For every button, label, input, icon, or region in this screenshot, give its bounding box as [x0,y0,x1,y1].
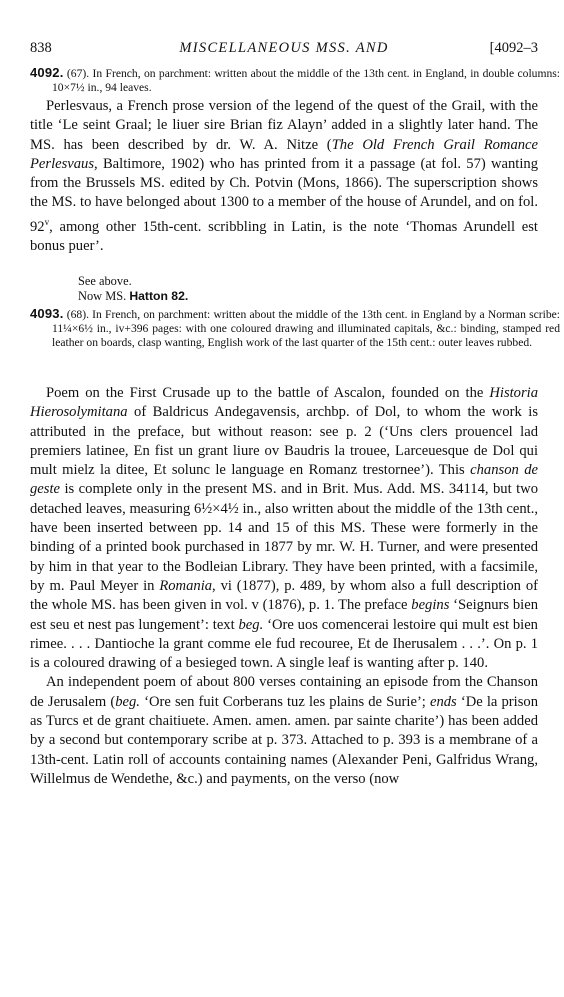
entry-number: 4092. [30,65,64,80]
italic-keyword: beg. [115,693,140,710]
current-shelfmark [78,289,564,304]
text-run: An independent poem of about 800 verses containing an episode from the Chanson de Jerusalem ( [30,674,538,710]
entry-4092-notes [30,274,564,303]
text-run: Now MS. [78,288,127,303]
text-run: ‘Ore sen fuit Corberans tuz les plains de Surie’; [139,693,430,710]
shelfmark-range: [4092–3 [489,40,538,56]
text-run: of Baldricus Andegavensis, archbp. of Dol, to whom the work is attributed in the preface, but without reason: see p. 2 (‘Uns clers prouencel lad premiers latinee, En fist un grant liure ov Baudris la trouee, Larceuesque de Dol qui mult mielz la ditee, Et solunc le language en Romanz trestornee’). This [30,404,538,479]
cited-title: Historia Hierosolymitana [30,385,538,421]
italic-keyword: begins [411,597,450,614]
cited-title: Romania [159,577,213,594]
paragraph [30,384,538,673]
text-run: Perlesvaus, a French prose version of the legend of the quest of the Grail, with the title ‘Le seint Graal; le liuer sire Brian fiz Alayn’ added in a slightly later hand. The MS. has been described by dr. W. A. Nitze ( [30,98,538,153]
text-run: , among other 15th-cent. scribbling in Latin, is the note ‘Thomas Arundell est bonus puer’. [30,218,538,254]
running-header [30,40,538,60]
entry-description: (68). In French, on parchment: written about the middle of the 13th cent. in England by a Norman scribe: 11¼×6½ in., iv+396 pages: with one coloured drawing and illuminated capitals, &c.: binding, stamped red leather on boards, clasp wanting, English work of the last quarter of the 15th cent.: outer leaves rubbed. [52,308,560,349]
cited-title: chanson de geste [30,462,538,498]
see-above-note: See above. [78,274,132,288]
entry-description: (67). In French, on parchment: written about the middle of the 13th cent. in England, in double columns: 10×7½ in., 94 leaves. [52,67,561,94]
entry-number: 4093. [30,306,64,321]
text-run: ‘Seignurs bien est seu et nest pas lungement’: text [30,597,538,633]
entry-4092-heading [30,66,560,95]
text-run: Poem on the First Crusade up to the battle of Ascalon, founded on the [46,385,490,401]
text-run: ‘De la prison as Turcs et de grant chaitiuete. Amen. amen. amen. par sainte charite’) has been added by a second but contemporary scribe at p. 373. Attached to p. 393 is a membrane of a 13th-cent. Latin roll of accounts containing names (Alexander Peni, Galfridus Wrang, Willelmus de Wendethe, &c.) and payments, on the verso (now [30,693,538,787]
running-title: MISCELLANEOUS MSS. AND [179,40,389,56]
paragraph [30,97,538,256]
cited-title: The Old French Grail Romance Perlesvaus [30,136,538,172]
entry-4092-body [30,97,538,256]
superscript: v [44,216,50,227]
paragraph [30,673,538,789]
text-run: ‘Ore uos comencerai lestoire qui mult est bien rimee. . . . Dantioche la grant comme ele fud recouree, Et de Iherusalem . . .’. On p. 1 is a coloured drawing of a besieged town. A single leaf is wanting after p. 140. [30,616,538,672]
text-run: , vi (1877), p. 489, by whom also a full description of the whole MS. has been given in vol. v (1876), p. 1. The preface [30,577,538,614]
italic-keyword: ends [429,693,457,710]
text-run: , Baltimore, 1902) who has printed from it a passage (at fol. 57) wanting from the Brussels MS. edited by Ch. Potvin (Mons, 1866). The superscription shows the MS. to have belonged about 1300 to a member of the house of Arundel, and on fol. 92 [30,155,538,235]
shelfmark: Hatton 82. [129,288,189,303]
page-number: 838 [30,40,52,56]
italic-keyword: beg. [238,616,264,633]
text-run: is complete only in the present MS. and in Brit. Mus. Add. MS. 34114, but two detached leaves, measuring 6½×4½ in., also written about the middle of the 13th cent., have been inserted between pp. 14 and 15 of this MS. These were formerly in the binding of a printed book purchased in 1877 by mr. W. H. Turner, and were presented by him in that year to the Bodleian Library. They have been printed, with a facsimile, by m. Paul Meyer in [30,481,538,594]
entry-4093-body [30,384,538,789]
entry-4093-heading [30,307,560,350]
